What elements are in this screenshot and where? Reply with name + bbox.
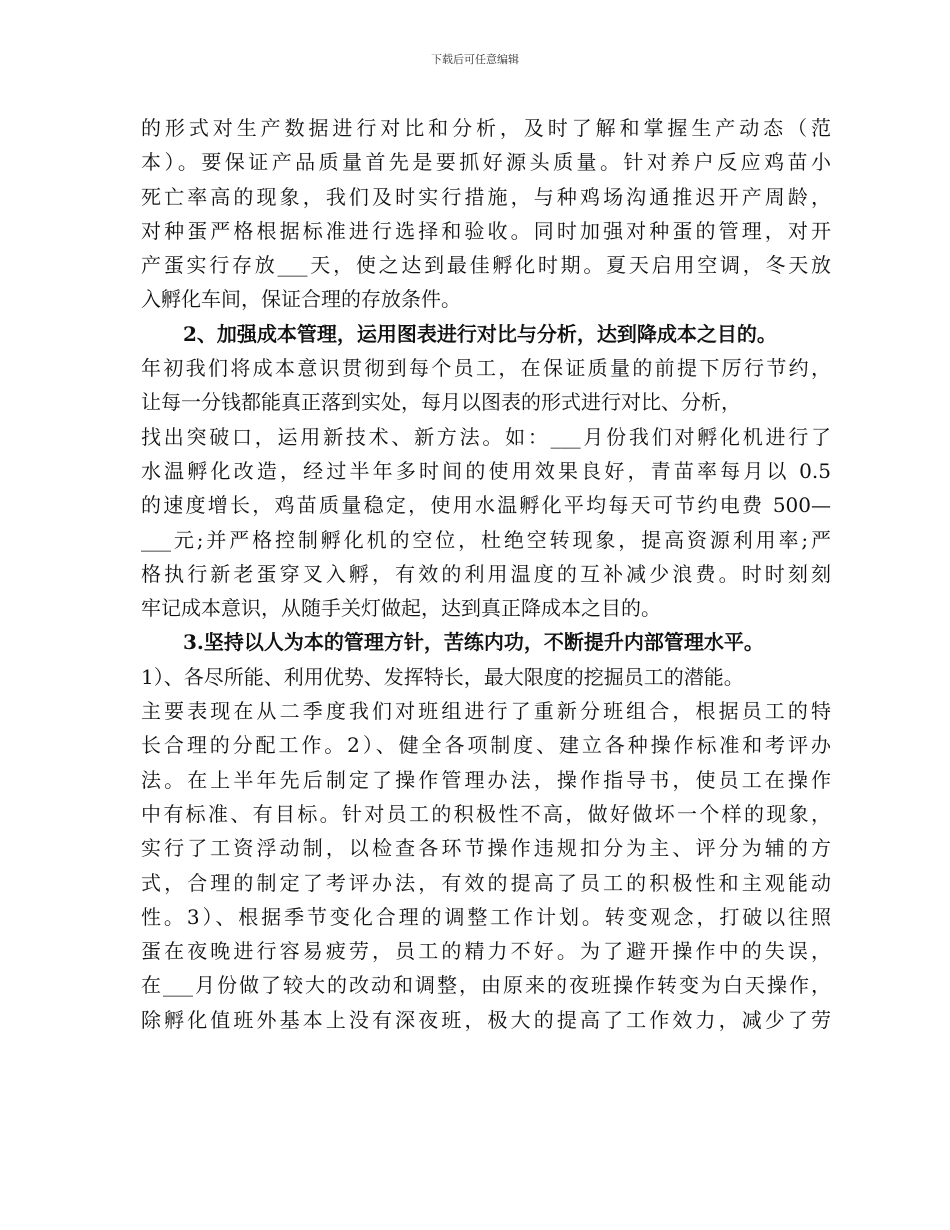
page-header: 下载后可任意编辑: [431, 53, 519, 66]
text-line: 实行了工资浮动制，以检查各环节操作违规扣分为主、评分为辅的方: [141, 836, 831, 861]
text-line: 蛋在夜晚进行容易疲劳，员工的精力不好。为了避开操作中的失误，: [141, 939, 831, 964]
text-line: 法。在上半年先后制定了操作管理办法，操作指导书，使员工在操作: [141, 767, 831, 792]
text-line: 长合理的分配工作。2）、健全各项制度、建立各种操作标准和考评办: [141, 733, 831, 758]
text-line: 对种蛋严格根据标准进行选择和验收。同时加强对种蛋的管理，对开: [141, 218, 831, 243]
text-line: 的形式对生产数据进行对比和分析，及时了解和掌握生产动态（范: [141, 116, 831, 140]
text-line: ___元;并严格控制孵化机的空位，杜绝空转现象，提高资源利用率;严: [141, 527, 831, 552]
text-line: 主要表现在从二季度我们对班组进行了重新分班组合，根据员工的特: [141, 699, 831, 724]
section-heading: 2、加强成本管理，运用图表进行对比与分析，达到降成本之目的。: [183, 321, 777, 346]
text-line: 死亡率高的现象，我们及时实行措施，与种鸡场沟通推迟开产周龄，: [141, 184, 831, 209]
text-line: 让每一分钱都能真正落到实处，每月以图表的形式进行对比、分析，: [141, 390, 741, 415]
text-line: 除孵化值班外基本上没有深夜班，极大的提高了工作效力，减少了劳: [141, 1007, 831, 1032]
section-heading: 3.坚持以人为本的管理方针，苦练内功，不断提升内部管理水平。: [183, 630, 764, 655]
text-line: 性。3）、根据季节变化合理的调整工作计划。转变观念，打破以往照: [141, 904, 831, 929]
text-line: 格执行新老蛋穿叉入孵，有效的利用温度的互补减少浪费。时时刻刻: [141, 561, 831, 586]
text-line: 产蛋实行存放___天，使之达到最佳孵化时期。夏天启用空调，冬天放: [141, 253, 831, 278]
text-line: 牢记成本意识，从随手关灯做起，达到真正降成本之目的。: [141, 596, 661, 621]
text-line: 中有标准、有目标。针对员工的积极性不高，做好做坏一个样的现象，: [141, 801, 831, 826]
text-line: 在___月份做了较大的改动和调整，由原来的夜班操作转变为白天操作，: [141, 973, 831, 998]
text-line: 年初我们将成本意识贯彻到每个员工，在保证质量的前提下厉行节约，: [141, 356, 831, 381]
text-line: 水温孵化改造，经过半年多时间的使用效果良好，青苗率每月以 0.5: [141, 458, 831, 483]
text-line: 入孵化车间，保证合理的存放条件。: [141, 287, 461, 312]
document-body: [141, 111, 831, 1037]
text-line: 找出突破口，运用新技术、新方法。如：___月份我们对孵化机进行了: [141, 424, 831, 449]
text-line: 1）、各尽所能、利用优势、发挥特长，最大限度的挖掘员工的潜能。: [141, 664, 744, 689]
text-line: 本）。要保证产品质量首先是要抓好源头质量。针对养户反应鸡苗小: [141, 150, 831, 175]
text-line: 式，合理的制定了考评办法，有效的提高了员工的积极性和主观能动: [141, 870, 831, 895]
text-line: 的速度增长，鸡苗质量稳定，使用水温孵化平均每天可节约电费 500—: [141, 493, 831, 518]
